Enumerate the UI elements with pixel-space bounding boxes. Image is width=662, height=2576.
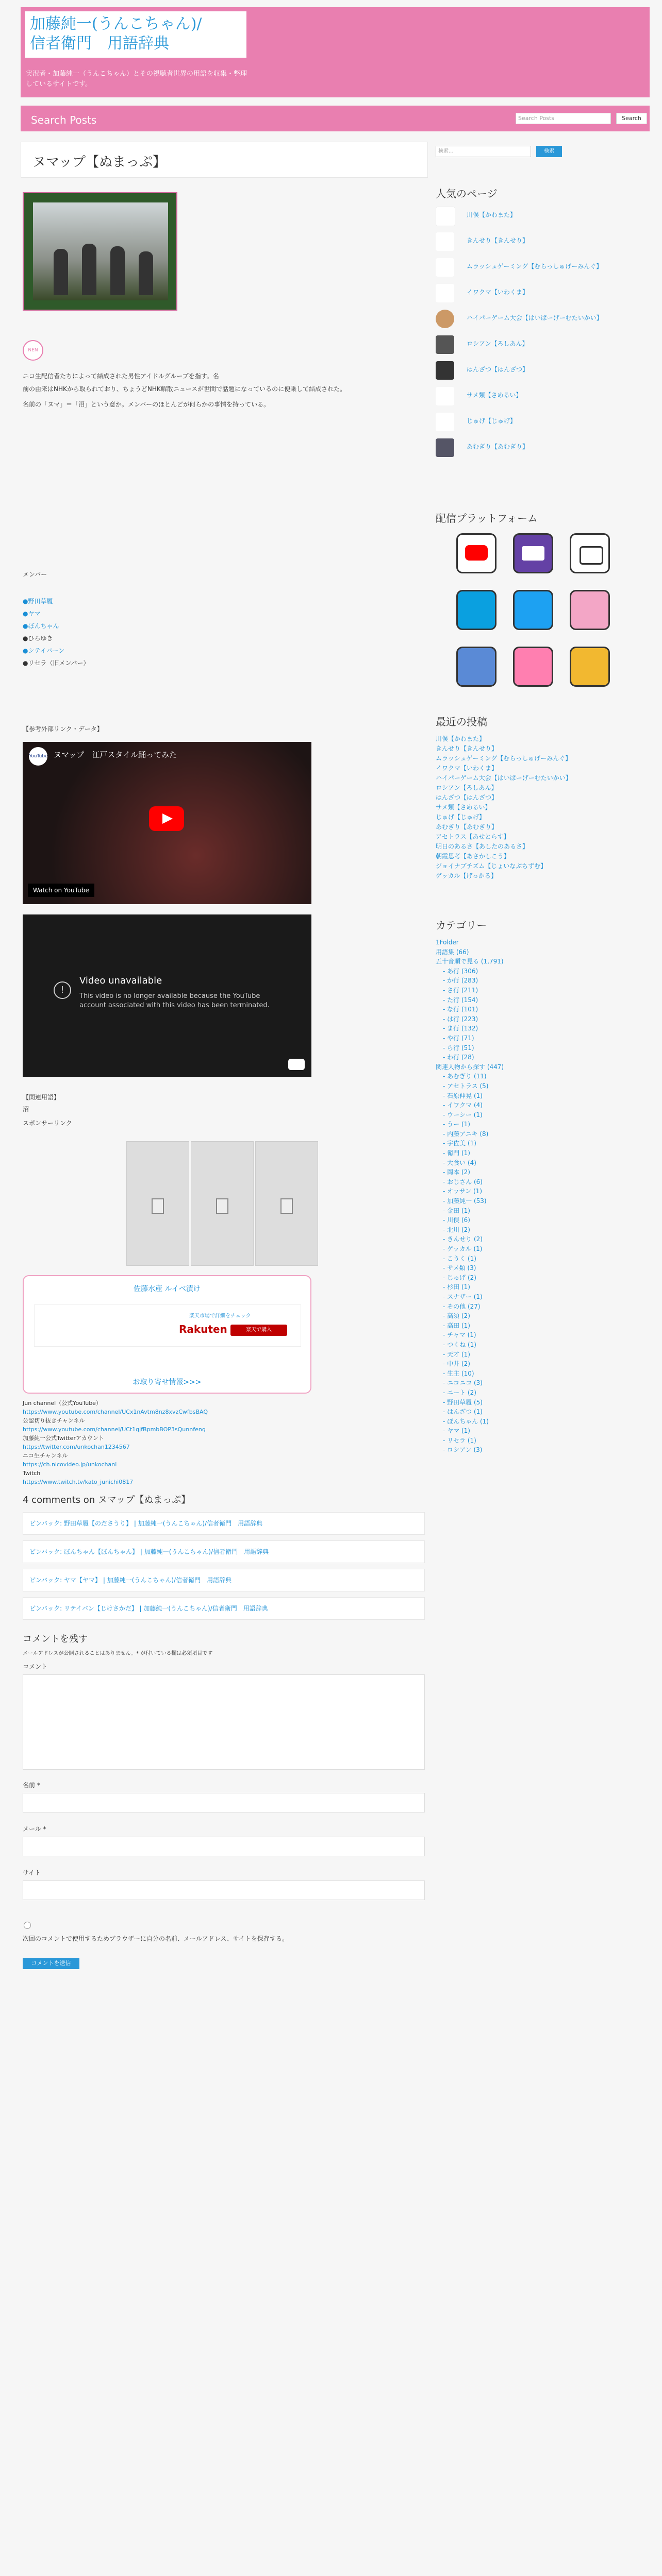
popular-item[interactable]: [436, 435, 650, 460]
popular-item-label[interactable]: きんせり【きんせり】: [467, 237, 529, 244]
recent-post-link[interactable]: はんざつ【はんざつ】: [436, 794, 498, 801]
category-item[interactable]: - はんざつ (1): [443, 1408, 483, 1416]
sidebar-search-button[interactable]: 検索: [536, 146, 562, 157]
nav-search-button[interactable]: Search: [616, 113, 647, 124]
thumbnail-photo: [33, 202, 168, 300]
link-url[interactable]: https://www.youtube.com/channel/UCt1gjfBpmbBOP3sQunnfeng: [23, 1426, 206, 1433]
recent-post-link[interactable]: ゲッカル【げっかる】: [436, 872, 497, 879]
category-item[interactable]: - うー (1): [443, 1121, 470, 1128]
recent-post-link[interactable]: 明日のあるさ【あしたのあるさ】: [436, 843, 529, 850]
popular-item[interactable]: [436, 410, 650, 434]
comment-notice: メールアドレスが公開されることはありません。* が付いている欄は必須項目です: [23, 1651, 213, 1656]
recent-post-link[interactable]: ムラッシュゲーミング【むらっしゅげーみんぐ】: [436, 755, 572, 762]
category-item[interactable]: - な行 (101): [443, 1006, 478, 1013]
comment-textarea[interactable]: [23, 1674, 425, 1770]
document-icon: [280, 1198, 293, 1214]
category-item[interactable]: - リセラ (1): [443, 1436, 476, 1444]
leave-comment-heading: コメントを残す: [23, 1634, 88, 1645]
email-field[interactable]: [23, 1837, 425, 1856]
popular-thumb: [436, 232, 454, 251]
recent-post-link[interactable]: きんせり【きんせり】: [436, 745, 498, 752]
twitter-icon[interactable]: [513, 590, 553, 630]
video-unavailable-title: Video unavailable: [79, 975, 162, 986]
members-heading: メンバー: [23, 571, 47, 578]
category-item[interactable]: - 宇佐美 (1): [443, 1140, 476, 1147]
popular-item-label[interactable]: ロシアン【ろしあん】: [467, 340, 528, 347]
recent-post-link[interactable]: 朝霞思考【あさかしこう】: [436, 853, 510, 860]
popular-item[interactable]: [436, 358, 650, 383]
popular-thumb: [436, 258, 454, 277]
category-item[interactable]: - ヤマ (1): [443, 1427, 470, 1435]
recent-post-link[interactable]: サメ類【さめるい】: [436, 804, 491, 811]
category-item[interactable]: - ぼんちゃん (1): [443, 1417, 489, 1425]
popular-item[interactable]: [436, 332, 650, 357]
link-label: ニコ生チャンネル: [23, 1452, 68, 1459]
post-intro-2: 前の由来はNHKから取られており、ちょうどNHK解散ニュースが世間で話題になっているのに便乗して結成された。: [23, 385, 346, 393]
comment-label: コメント: [23, 1663, 48, 1670]
save-info-label: 次回のコメントで使用するためブラウザーに自分の名前、メールアドレス、サイトを保存する。: [23, 1935, 288, 1942]
category-item[interactable]: 用語集 (66): [436, 948, 469, 956]
category-item[interactable]: - 内藤アニキ (8): [443, 1130, 489, 1138]
category-item[interactable]: - た行 (154): [443, 996, 478, 1004]
rakuten-logo: Rakuten: [179, 1323, 227, 1335]
rakuten-subtitle[interactable]: 楽天市場で詳細をチェック: [189, 1313, 251, 1319]
category-item[interactable]: - 金田 (1): [443, 1207, 470, 1214]
category-item[interactable]: 五十音順で見る (1,791): [436, 958, 504, 965]
category-item[interactable]: - チャマ (1): [443, 1331, 476, 1339]
watch-on-youtube-button[interactable]: Watch on YouTube: [28, 884, 94, 897]
recent-post-link[interactable]: アセトラス【あせとらす】: [436, 833, 510, 840]
category-item[interactable]: - ウーシー (1): [443, 1111, 483, 1118]
platform-heading: 配信プラットフォーム: [436, 512, 538, 524]
tag-badge[interactable]: NEN: [23, 340, 43, 361]
thumbnail-figure: [139, 251, 153, 295]
play-icon[interactable]: [149, 806, 184, 831]
category-item[interactable]: - 岡本 (2): [443, 1168, 470, 1176]
recent-post-link[interactable]: あむぎり【あむぎり】: [436, 823, 498, 831]
category-item[interactable]: - ロシアン (3): [443, 1446, 483, 1454]
popular-item-label[interactable]: ムラッシュゲーミング【むらっしゅげーみんぐ】: [467, 263, 603, 270]
post-intro-3: 名前の「ヌマ」＝「沼」という意か。メンバーのほとんどが何らかの事情を持っている。: [23, 401, 270, 408]
popular-item-label[interactable]: サメ類【さめるい】: [467, 392, 522, 399]
popular-item-label[interactable]: ハイパーゲーム大会【はいぱーげーむたいかい】: [467, 314, 603, 321]
name-label: 名前 *: [23, 1782, 40, 1789]
category-item[interactable]: 関連人物から探す (447): [436, 1063, 504, 1071]
category-item[interactable]: - ニート (2): [443, 1388, 476, 1396]
video-title[interactable]: ヌマップ 江戸スタイル踊ってみた: [54, 750, 177, 759]
recent-post-link[interactable]: ジョイナブチズム【じょいなぶちずむ】: [436, 862, 547, 870]
category-item[interactable]: - わ行 (28): [443, 1054, 474, 1061]
category-item[interactable]: - きんせり (2): [443, 1235, 483, 1243]
popular-item[interactable]: [436, 384, 650, 409]
document-icon: [152, 1198, 164, 1214]
category-item[interactable]: - 大食い (4): [443, 1159, 476, 1166]
thumbnail-figure: [54, 249, 68, 295]
recent-heading: 最近の投稿: [436, 716, 487, 728]
navbar: [21, 106, 650, 131]
category-item[interactable]: - サメ類 (3): [443, 1264, 476, 1272]
link-url[interactable]: https://www.twitch.tv/kato_junichi0817: [23, 1479, 134, 1485]
site-label: サイト: [23, 1869, 41, 1876]
link-url[interactable]: https://www.youtube.com/channel/UCx1nAvtm8nz8xvzCwfbsBAQ: [23, 1409, 208, 1415]
category-item[interactable]: - つくね (1): [443, 1341, 476, 1348]
popular-item[interactable]: [436, 255, 650, 280]
youtube-logo-icon[interactable]: [288, 1059, 305, 1070]
group-icon[interactable]: [570, 647, 610, 687]
member-item[interactable]: ●野田草履: [23, 598, 53, 605]
openrec-icon[interactable]: [570, 590, 610, 630]
site-title-line2[interactable]: 信者衛門 用語辞典: [30, 35, 169, 53]
recent-post-link[interactable]: ハイパーゲーム大会【はいぱーげーむたいかい】: [436, 774, 572, 782]
category-item[interactable]: - ニコニコ (3): [443, 1379, 483, 1387]
rakuten-product-title[interactable]: 佐藤水産 ルイベ漬け: [134, 1285, 201, 1293]
rakuten-inner: [34, 1304, 301, 1347]
member-list: [23, 595, 90, 669]
category-item[interactable]: 1Folder: [436, 939, 459, 946]
popular-item[interactable]: [436, 307, 650, 331]
category-item[interactable]: - ら行 (51): [443, 1044, 474, 1052]
site-title[interactable]: [30, 14, 202, 54]
category-item[interactable]: - おじさん (6): [443, 1178, 483, 1185]
thumbnail-figure: [110, 246, 125, 295]
category-item[interactable]: - 北川 (2): [443, 1226, 470, 1233]
youtube-embed[interactable]: [23, 742, 311, 904]
recent-post-link[interactable]: ロシアン【ろしあん】: [436, 784, 498, 791]
member-item: ●リセラ（旧メンバー）: [23, 659, 90, 667]
pingback-item[interactable]: ピンバック: ヤマ【ヤマ】 | 加藤純一(うんこちゃん)/信者衛門 用語辞典: [23, 1569, 425, 1591]
post-thumbnail[interactable]: [23, 192, 177, 311]
post-intro: ニコ生配信者たちによって結成された男性アイドルグループを指す。名: [23, 372, 219, 380]
link-label: 加藤純一公式Twitterアカウント: [23, 1435, 104, 1442]
popular-thumb: [436, 361, 454, 380]
email-label: メール *: [23, 1825, 46, 1833]
nav-search-label: Search Posts: [31, 114, 97, 126]
category-item[interactable]: - こうく (1): [443, 1255, 476, 1262]
category-item[interactable]: - じゅげ (2): [443, 1274, 476, 1281]
link-label: Twitch: [23, 1470, 41, 1477]
popular-item[interactable]: [436, 204, 650, 228]
site-field[interactable]: [23, 1880, 425, 1900]
category-item[interactable]: - あ行 (306): [443, 967, 478, 975]
link-url[interactable]: https://twitter.com/unkochan1234567: [23, 1444, 130, 1450]
youtube-embed-unavailable[interactable]: [23, 914, 311, 1077]
category-item[interactable]: - や行 (71): [443, 1034, 474, 1042]
popular-item[interactable]: [436, 281, 650, 306]
category-item[interactable]: - 杉田 (1): [443, 1283, 470, 1291]
popular-thumb: [436, 284, 454, 302]
link-label: Jun channel（公式YouTube）: [23, 1400, 102, 1406]
category-item[interactable]: - 石原伸晃 (1): [443, 1092, 483, 1099]
category-item[interactable]: - 加藤純一 (53): [443, 1197, 487, 1205]
rakuten-buy-button[interactable]: 楽天で購入: [230, 1325, 287, 1336]
fanbox-icon[interactable]: [513, 647, 553, 687]
site-header: [21, 7, 650, 97]
popular-thumb: [436, 387, 454, 405]
popular-thumb: [436, 310, 454, 328]
popular-item-label[interactable]: イワクマ【いわくま】: [467, 289, 529, 296]
category-item[interactable]: - 天才 (1): [443, 1350, 470, 1358]
popular-heading: 人気のページ: [436, 188, 498, 200]
channel-avatar-icon[interactable]: YouTube: [29, 747, 47, 766]
post-title-box: [21, 142, 428, 178]
category-item[interactable]: - その他 (27): [443, 1302, 481, 1310]
popular-item[interactable]: [436, 229, 650, 254]
mildom-icon[interactable]: [456, 590, 496, 630]
ad-frame[interactable]: [126, 1141, 189, 1266]
rakuten-widget: [23, 1275, 311, 1394]
ad-frame[interactable]: [191, 1141, 254, 1266]
category-item[interactable]: - か行 (283): [443, 977, 478, 985]
video-unavailable-text: This video is no longer available because the YouTube account associated with this video has been terminated.: [79, 992, 270, 1009]
popular-thumb: [436, 335, 454, 354]
category-item[interactable]: - 高須 (2): [443, 1312, 470, 1320]
site-title-box[interactable]: [25, 11, 246, 58]
niconico-icon[interactable]: [570, 533, 610, 573]
popular-thumb: [436, 207, 455, 226]
category-list: [436, 938, 650, 1455]
category-item[interactable]: - スナザー (1): [443, 1293, 483, 1300]
link-label: 公認切り抜きチャンネル: [23, 1417, 85, 1424]
category-item[interactable]: - 中井 (2): [443, 1360, 470, 1368]
category-item[interactable]: - は行 (223): [443, 1015, 478, 1023]
popular-item-label[interactable]: 川俣【かわまた】: [467, 211, 517, 218]
post-title: ヌマップ【ぬまっぷ】: [32, 155, 166, 170]
exclamation-icon: !: [54, 981, 71, 999]
pingback-item[interactable]: ピンバック: リテイバン【じけさかだ】 | 加藤純一(うんこちゃん)/信者衛門 用語辞典: [23, 1597, 425, 1620]
site-description: 実況者・加藤純一（うんこちゃん）とその視聴者世界の用語を収集・整理しているサイトです。: [26, 70, 247, 88]
community-icon[interactable]: [456, 647, 496, 687]
thumbnail-figure: [82, 244, 96, 295]
sponsor-label: スポンサーリンク: [23, 1120, 72, 1127]
submit-comment-button[interactable]: コメントを送信: [23, 1958, 79, 1969]
recent-post-link[interactable]: イワクマ【いわくま】: [436, 765, 498, 772]
category-item[interactable]: - 野田草履 (5): [443, 1398, 483, 1406]
link-url[interactable]: https://ch.nicovideo.jp/unkochanl: [23, 1461, 117, 1468]
refs-heading: 【参考外部リンク・データ】: [23, 725, 103, 733]
youtube-icon[interactable]: [456, 533, 496, 573]
member-item[interactable]: ●ぼんちゃん: [23, 622, 59, 630]
category-heading: カテゴリー: [436, 919, 487, 931]
popular-thumb: [436, 413, 454, 431]
category-item[interactable]: - アセトラス (5): [443, 1082, 489, 1090]
category-item[interactable]: - 高田 (1): [443, 1321, 470, 1329]
related-heading: 【関連用語】: [23, 1094, 60, 1101]
nav-search-input[interactable]: Search Posts: [516, 113, 611, 124]
popular-item-label[interactable]: じゅげ【じゅげ】: [467, 417, 517, 425]
site-title-line1[interactable]: 加藤純一(うんこちゃん)/: [30, 15, 202, 33]
related-link[interactable]: 沼: [23, 1106, 29, 1113]
pingback-item[interactable]: ピンバック: 野田草履【のださうり】 | 加藤純一(うんこちゃん)/信者衛門 用語辞典: [23, 1512, 425, 1535]
official-links: [23, 1399, 425, 1486]
member-item: ●ひろゆき: [23, 635, 53, 642]
sidebar-search-input[interactable]: 検索...: [436, 146, 531, 157]
pingback-item[interactable]: ピンバック: ぼんちゃん【ぼんちゃん】 | 加藤純一(うんこちゃん)/信者衛門 用語辞典: [23, 1540, 425, 1563]
name-field[interactable]: [23, 1793, 425, 1812]
category-item[interactable]: - オッサン (1): [443, 1188, 482, 1195]
recent-posts-list: [436, 734, 650, 881]
category-item[interactable]: - イワクマ (4): [443, 1101, 483, 1109]
document-icon: [216, 1198, 228, 1214]
category-item[interactable]: - 衛門 (1): [443, 1149, 470, 1157]
popular-item-label[interactable]: はんざつ【はんざつ】: [467, 366, 529, 373]
popular-thumb: [436, 438, 454, 457]
category-item[interactable]: - ま行 (132): [443, 1025, 478, 1032]
save-info-checkbox[interactable]: [24, 1922, 31, 1929]
recent-post-link[interactable]: 川俣【かわまた】: [436, 735, 486, 742]
category-item[interactable]: - あむぎり (11): [443, 1073, 487, 1080]
category-item[interactable]: - ゲッカル (1): [443, 1245, 483, 1252]
ad-frame[interactable]: [255, 1141, 318, 1266]
member-item[interactable]: ●シテイバーン: [23, 647, 65, 654]
twitch-icon[interactable]: [513, 533, 553, 573]
comments-heading: 4 comments on ヌマップ【ぬまっぷ】: [23, 1495, 191, 1505]
category-item[interactable]: - さ行 (211): [443, 986, 478, 994]
recent-post-link[interactable]: じゅげ【じゅげ】: [436, 814, 486, 821]
member-item[interactable]: ●ヤマ: [23, 610, 41, 617]
popular-item-label[interactable]: あむぎり【あむぎり】: [467, 443, 529, 450]
rakuten-more-link[interactable]: お取り寄せ情報>>>: [133, 1378, 202, 1386]
category-item[interactable]: - 生主 (10): [443, 1369, 474, 1377]
category-item[interactable]: - 川俣 (6): [443, 1216, 470, 1224]
